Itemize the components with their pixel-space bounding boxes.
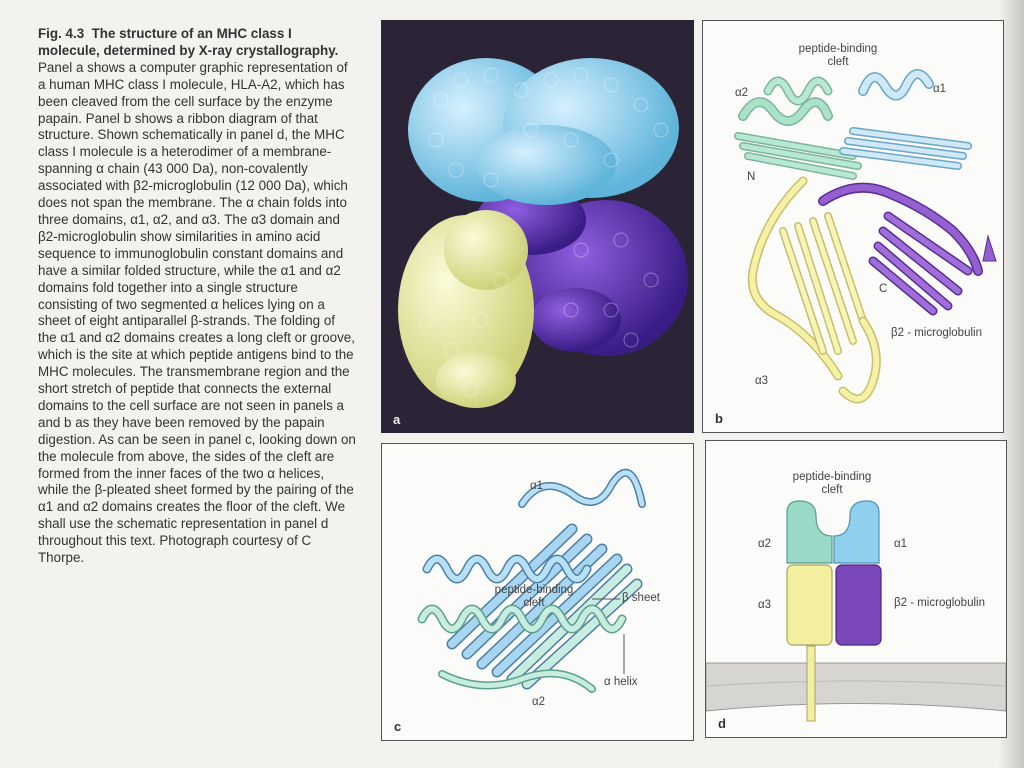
panel-d-letter: d (718, 716, 726, 731)
panel-b-ribbon-diagram (702, 20, 1004, 433)
panel-c-alpha1-label: α1 (530, 480, 544, 492)
figure-label: Fig. 4.3 (38, 26, 85, 41)
cell-membrane (706, 663, 1006, 711)
alpha3-domain (787, 565, 832, 645)
panel-b-c-terminus-label: C (879, 283, 888, 295)
panel-c-cleft-label: peptide-binding cleft (494, 584, 574, 609)
panel-c-alpha-helix-label: α helix (604, 676, 638, 688)
panel-d-alpha1-label: α1 (894, 538, 908, 550)
b2m-ribbon (823, 188, 996, 311)
ribbon-diagram (703, 21, 1003, 432)
alpha1-domain (834, 501, 879, 563)
panel-d-alpha3-label: α3 (758, 599, 772, 611)
panel-d-alpha2-label: α2 (758, 538, 772, 550)
panel-a-letter: a (393, 412, 401, 427)
alpha1-alpha2-domain-atoms (408, 58, 679, 205)
panel-b-letter: b (715, 411, 723, 426)
panel-c-letter: c (394, 719, 402, 734)
alpha2-domain (787, 501, 832, 563)
alpha2-ribbon (738, 81, 858, 176)
alpha1-ribbon (843, 74, 968, 166)
figure-title: The structure of an MHC class I molecule, determined by X-ray crystallography. (38, 26, 339, 58)
panel-b-cleft-label: peptide-binding cleft (798, 43, 878, 68)
panel-b-b2m-label: β2 - microglobulin (891, 327, 982, 339)
alpha3-domain-atoms (398, 210, 534, 408)
space-filling-image (381, 20, 694, 433)
figure-caption (38, 26, 356, 567)
panel-c-beta-sheet-label: β sheet (622, 592, 660, 604)
alpha3-ribbon (752, 181, 876, 399)
panel-d-schematic (705, 440, 1007, 738)
b2m-domain (836, 565, 881, 645)
figure-caption-body: Panel a shows a computer graphic representation of a human MHC class I molecule, HLA-A2, which has been cleaved from the cell surface by the enzyme papain. Panel b shows a ribbon diagram of that structure. Shown schematically in panel d, the MHC class I molecule is a heterodimer of a membrane-spanning α chain (43 000 Da), non-covalently associated with β2-microglobulin (12 000 Da), which does not span the membrane. The α chain folds into three domains, α1, α2, and α3. The α3 domain and β2-microglobulin show similarities in amino acid sequence to immunoglobulin constant domains and have a similar folded structure, while the α1 and α2 domains fold together into a single structure consisting of two segmented α helices lying on a sheet of eight antiparallel β-strands. The folding of the α1 and α2 domains creates a long cleft or groove, which is the site at which peptide antigens bind to the MHC molecules. The transmembrane region and the short stretch of peptide that connects the external domains to the cell surface are not seen in panels a and b as they have been removed by the papain digestion. As can be seen in panel c, looking down on the molecule from above, the sides of the cleft are formed from the inner faces of the two α helices, while the β-pleated sheet formed by the pairing of the α1 and α2 domains creates the floor of the cleft. We shall use the schematic representation in panel d throughout this text. Photograph courtesy of C Thorpe. (38, 59, 356, 566)
panel-c-top-view (381, 443, 694, 741)
panel-d-b2m-label: β2 - microglobulin (894, 597, 985, 609)
panel-b-alpha1-label: α1 (933, 83, 947, 95)
panel-c-alpha2-label: α2 (532, 696, 546, 708)
panel-b-n-terminus-label: N (747, 171, 756, 183)
panel-b-alpha2-label: α2 (735, 87, 749, 99)
panel-a-space-filling-model (381, 20, 694, 433)
transmembrane-segment (807, 646, 815, 721)
panel-d-cleft-label: peptide-binding cleft (792, 471, 872, 496)
panel-b-alpha3-label: α3 (755, 375, 769, 387)
